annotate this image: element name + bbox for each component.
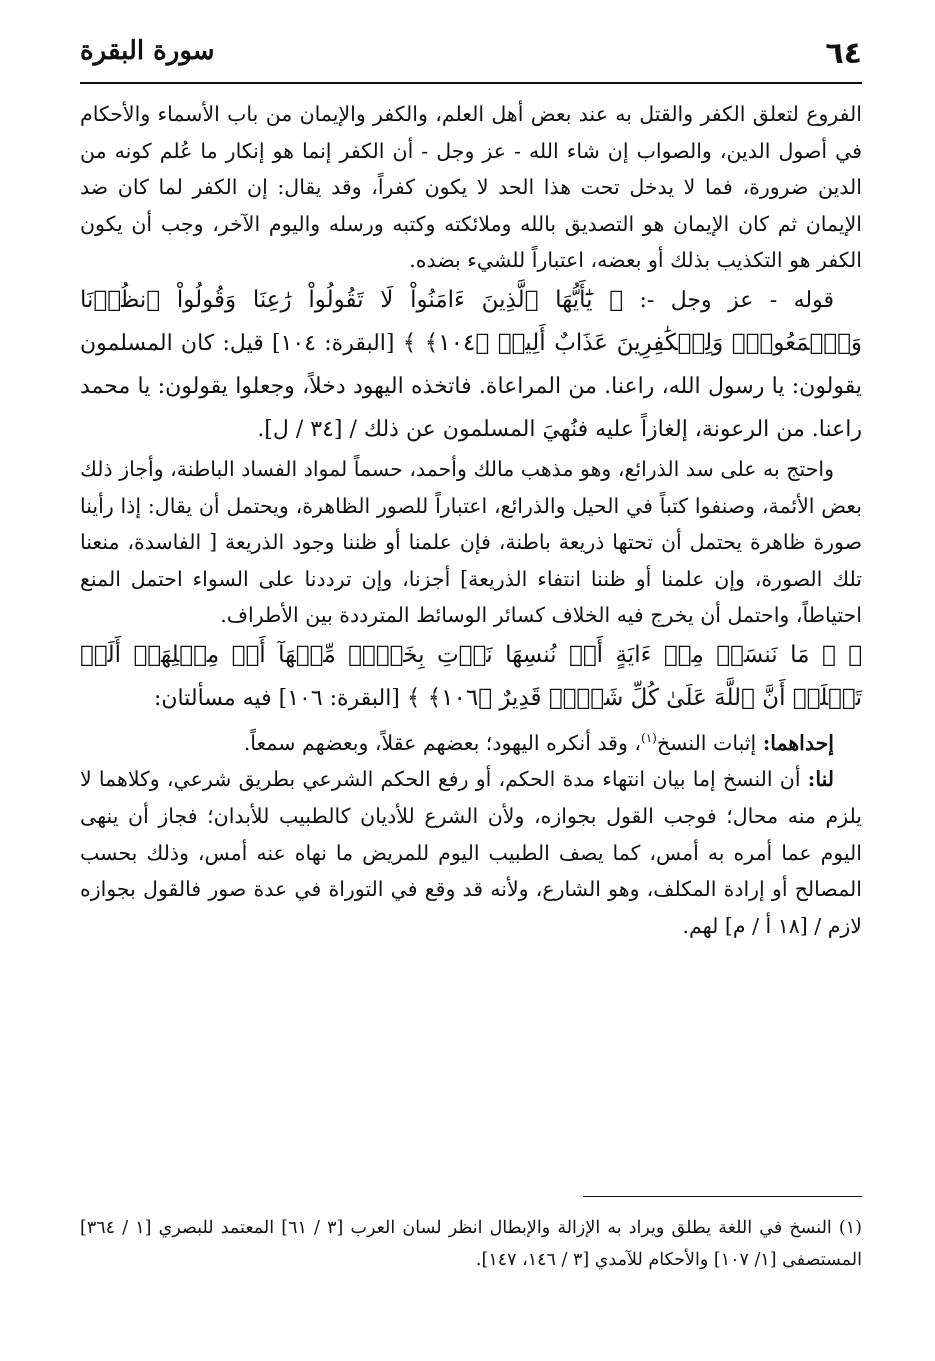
- surah-title: سورة البقرة: [80, 36, 215, 66]
- quran-verse-104: ﴿ يَٰٓأَيُّهَا ٱلَّذِينَ ءَامَنُواْ لَا تَقُولُواْ رَٰعِنَا وَقُولُواْ ٱنظُرۡنَا وَٱسۡمَعُواْۗ وَلِلۡكَٰفِرِينَ عَذَابٌ أَلِيمٞ ﴿١٠٤﴾ ﴾: [80, 286, 862, 356]
- verse-104-block: [80, 279, 862, 451]
- footnote-1: (١) النسخ في اللغة يطلق ويراد به الإزالة والإبطال انظر لسان العرب [٣ / ٦١] المعتمد للبصري [١ / ٣٦٤] المستصفى [١/ ١٠٧] والأحكام للآمدي [٣ / ١٤٦، ١٤٧].: [80, 1218, 862, 1270]
- issue-one-text-rest: ، وقد أنكره اليهود؛ بعضهم عقلاً، وبعضهم سمعاً.: [243, 730, 642, 755]
- footnotes: [80, 1212, 862, 1276]
- quran-verse-106: ﴿ ۞ مَا نَنسَخۡ مِنۡ ءَايَةٍ أَوۡ نُنسِهَا نَأۡتِ بِخَيۡرٖ مِّنۡهَآ أَوۡ مِثۡلِهَآۗ أَلَمۡ تَعۡلَمۡ أَنَّ ٱللَّهَ عَلَىٰ كُلِّ شَيۡءٖ قَدِيرٌ ﴿١٠٦﴾ ﴾: [80, 641, 863, 711]
- verse-104-commentary: [البقرة: ١٠٤] قيل: كان المسلمون يقولون: يا رسول الله، راعنا. من المراعاة. فاتخذه اليهود دخلاً، وجعلوا يقولون: يا محمد راعنا. من الرعونة، إلغازاً عليه فنُهيَ المسلمون عن ذلك / [٣٤ / ل].: [80, 330, 862, 442]
- main-text: [80, 96, 862, 944]
- argument-text: أن النسخ إما بيان انتهاء مدة الحكم، أو رفع الحكم الشرعي بطريق شرعي، وكلاهما لا يلزم منه محال؛ فوجب القول بجوازه، ولأن الشرع للأديان كالطبيب للأبدان؛ فجاز أن ينهى اليوم عما أمره به أمس، كما يصف الطبيب اليوم للمريض ما نهاه عنه أمس، وذلك بحسب المصالح أو إرادة المكلف، وهو الشارع، ولأنه قد وقع في التوراة في عدة صور فالقول بجوازه لازم / [١٨ أ / م] لهم.: [80, 767, 862, 938]
- argument-paragraph: [80, 761, 862, 944]
- header-divider: [80, 82, 862, 84]
- page-header: [80, 32, 862, 76]
- argument-lead: لنا:: [807, 767, 834, 792]
- paragraph-dharai: واحتج به على سد الذرائع، وهو مذهب مالك وأحمد، حسماً لمواد الفساد الباطنة، وأجاز ذلك بعض الأئمة، وصنفوا كتباً في الحيل والذرائع، اعتباراً للصور الظاهرة، ويحتمل أن يقال: إذا رأينا صورة ظاهرة يحتمل أن تحتها ذريعة باطنة، فإن علمنا أو ظننا وجود الذريعة [ الفاسدة، منعنا تلك الصورة، وإن علمنا أو ظننا انتفاء الذريعة] أجزنا، وإن ترددنا على السواء احتمل المنع احتياطاً، واحتمل أن يخرج فيه الخلاف كسائر الوسائط المترددة بين الأطراف.: [80, 456, 862, 628]
- verse-106-block: [80, 634, 862, 720]
- page-number: ٦٤: [825, 36, 862, 71]
- footnote-divider: [583, 1196, 862, 1197]
- issue-one-text: إثبات النسخ: [656, 730, 757, 755]
- paragraph-kufr: الفروع لتعلق الكفر والقتل به عند بعض أهل العلم، والكفر والإيمان من باب الأسماء والأحكام في أصول الدين، والصواب إن شاء الله - عز وجل - أن الكفر إنما هو إنكار ما عُلم كونه من الدين ضرورة، فما لا يدخل تحت هذا الحد لا يكون كفراً، وقد يقال: إن الكفر لما كان ضد الإيمان ثم كان الإيمان هو التصديق بالله وملائكته وكتبه ورسله واليوم الآخر، وجب أن يكون الكفر هو التكذيب بذلك أو بعضه، اعتباراً للشيء بضده.: [80, 102, 862, 273]
- verse-106-commentary: [البقرة: ١٠٦] فيه مسألتان:: [153, 685, 400, 711]
- verse-intro: قوله - عز وجل -:: [639, 287, 834, 313]
- issue-one-lead: إحداهما:: [762, 730, 834, 755]
- footnote-ref: (١): [641, 730, 657, 745]
- issue-one: [80, 720, 862, 761]
